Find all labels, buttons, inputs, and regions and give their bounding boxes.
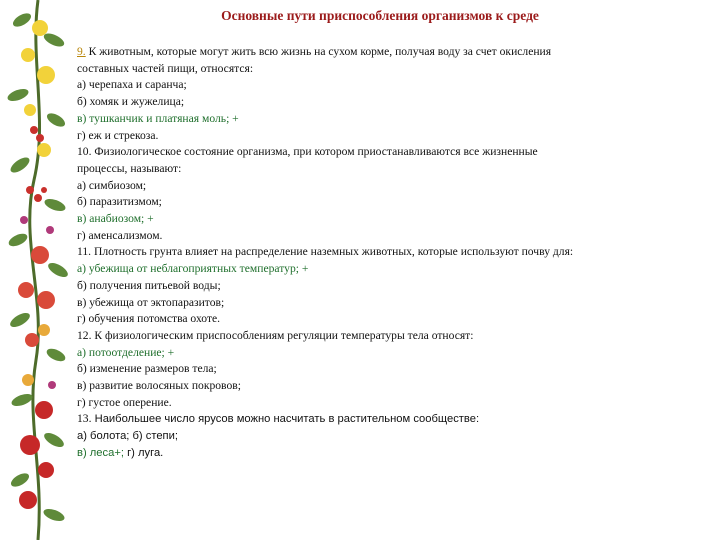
question-text-continued: составных частей пищи, относятся: (77, 61, 254, 75)
question-text: Наибольшее число ярусов можно насчитать в растительном сообществе: (91, 413, 480, 426)
question-12-stem: 12. К физиологическим приспособлениям регуляции температуры тела относят: (77, 328, 474, 342)
answer-option: б) паразитизмом; (77, 195, 162, 209)
answer-option: г) луга. (123, 446, 164, 459)
answer-option: в) развитие волосяных покровов; (77, 379, 241, 393)
correct-answer-option: а) убежища от неблагоприятных температур; + (77, 262, 309, 276)
answer-option: г) еж и стрекоза. (77, 128, 159, 142)
correct-answer-option: в) анабиозом; + (77, 212, 154, 226)
answer-option: г) обучения потомства охоте. (77, 312, 221, 326)
question-list (77, 44, 707, 462)
question-10-stem: 10. Физиологическое состояние организма, при котором приостанавливаются все жизненные (77, 145, 538, 159)
answer-option: а) черепаха и саранча; (77, 78, 187, 92)
answer-options-cd (77, 445, 707, 462)
question-9-stem (77, 44, 707, 61)
page-title: Основные пути приспособления организмов к среде (221, 8, 539, 23)
correct-answer-option: в) тушканчик и платяная моль; + (77, 111, 239, 125)
question-11-stem: 11. Плотность грунта влияет на распределение наземных животных, которые используют почву для: (77, 245, 574, 259)
question-text-continued: процессы, называют: (77, 161, 182, 175)
correct-answer-option: а) потоотделение; + (77, 345, 175, 359)
answer-option: а) симбиозом; (77, 178, 147, 192)
answer-options-ab: а) болота; б) степи; (77, 430, 178, 443)
question-number: 13. (77, 412, 92, 426)
answer-option: г) аменсализмом. (77, 228, 163, 242)
answer-option: г) густое оперение. (77, 395, 172, 409)
answer-option: б) хомяк и жужелица; (77, 95, 185, 109)
question-number: 9. (77, 45, 86, 58)
answer-option: б) получения питьевой воды; (77, 278, 221, 292)
answer-option: б) изменение размеров тела; (77, 362, 217, 376)
question-text: К животным, которые могут жить всю жизнь на сухом корме, получая воду за счет окисления (85, 45, 552, 58)
answer-option: в) убежища от эктопаразитов; (77, 295, 225, 309)
flower-garland-decoration (0, 0, 74, 540)
correct-answer-option: в) леса+; (77, 446, 124, 459)
question-13-stem (77, 411, 707, 428)
